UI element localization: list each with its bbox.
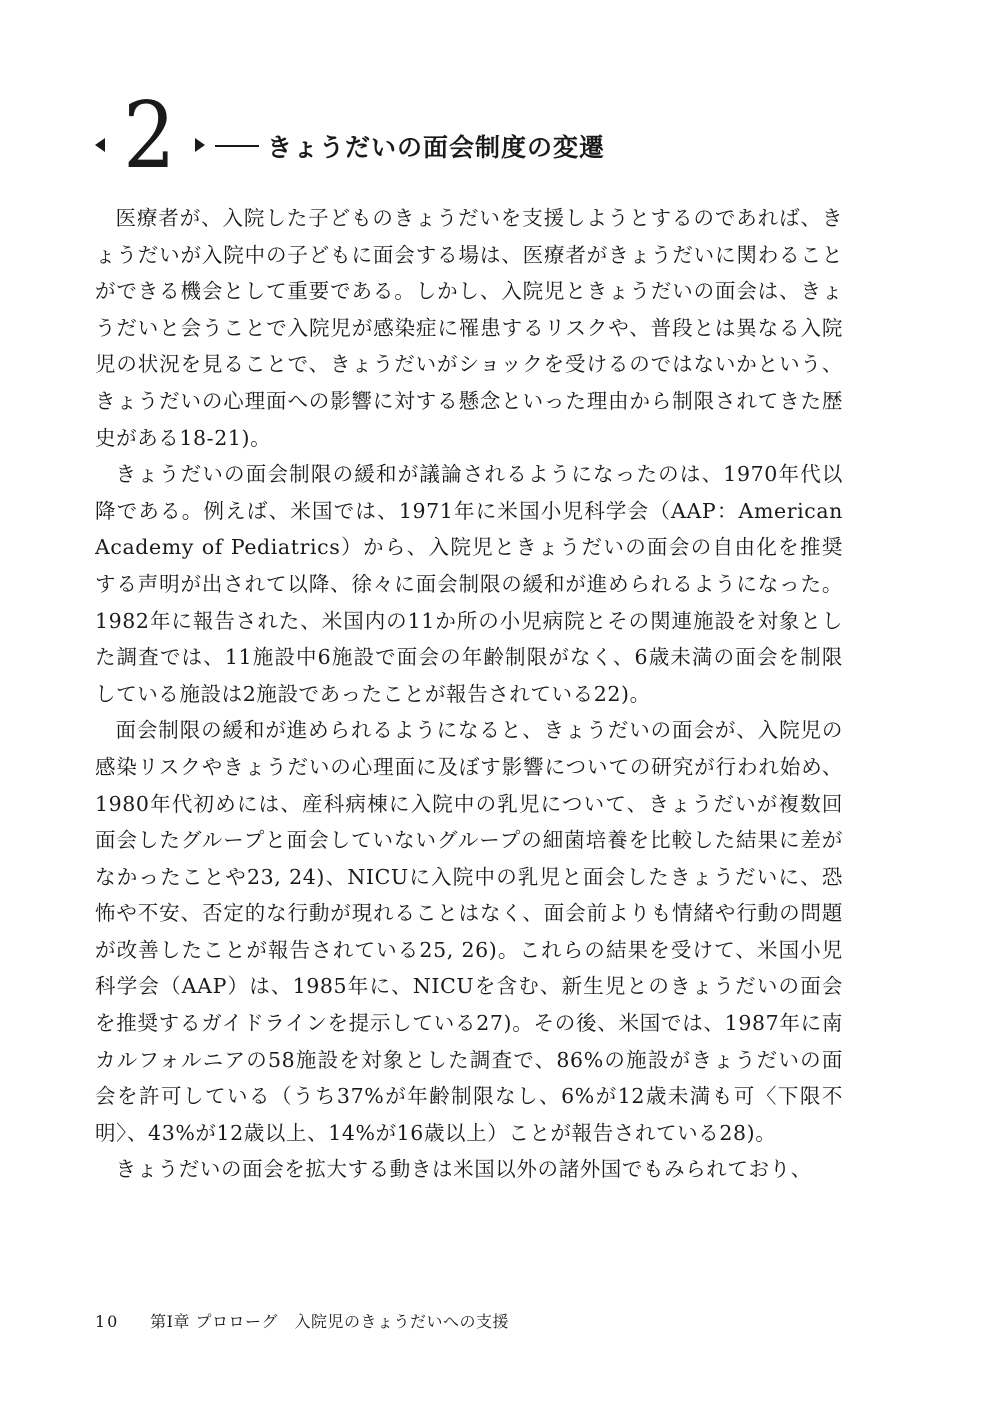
paragraph-3: 面会制限の緩和が進められるようになると、きょうだいの面会が、入院児の感染リスクやきょうだいの心理面に及ぼす影響についての研究が行われ始め、1980年代初めには、産科病棟に入院中の乳児について、きょうだいが複数回面会したグループと面会していないグループの細菌培養を比較した結果に差がなかったことや23, 24)、NICUに入院中の乳児と面会したきょうだいに、恐怖や不安、否定的な行動が現れることはなく、面会前よりも情緒や行動の問題が改善したことが報告されている25, 26)。これらの結果を受けて、米国小児科学会（AAP）は、1985年に、NICUを含む、新生児とのきょうだいの面会を推奨するガイドラインを提示している27)。その後、米国では、1987年に南カルフォルニアの58施設を対象とした調査で、86%の施設がきょうだいの面会を許可している（うち37%が年齢制限なし、6%が12歳未満も可〈下限不明〉、43%が12歳以上、14%が16歳以上）ことが報告されている28)。 [95,718,843,1145]
section-number: 2 [123,82,174,189]
paragraph-4: きょうだいの面会を拡大する動きは米国以外の諸外国でもみられており、 [115,1157,812,1182]
section-title: きょうだいの面会制度の変遷 [267,133,606,162]
heading-dash [215,145,259,147]
paragraph-2: きょうだいの面会制限の緩和が議論されるようになったのは、1970年代以降である。例えば、米国では、1971年に米国小児科学会（AAP：American Academy of Pediatrics）から、入院児ときょうだいの面会の自由化を推奨する声明が出されて以降、徐々に面会制限の緩和が進められるようになった。1982年に報告された、米国内の11か所の小児病院とその関連施設を対象とした調査では、11施設中6施設で面会の年齢制限がなく、6歳未満の面会を制限している施設は2施設であったことが報告されている22)。 [95,462,843,706]
paragraph-1: 医療者が、入院した子どものきょうだいを支援しようとするのであれば、きょうだいが入院中の子どもに面会する場は、医療者がきょうだいに関わることができる機会として重要である。しかし、入院児ときょうだいの面会は、きょうだいと会うことで入院児が感染症に罹患するリスクや、普段とは異なる入院児の状況を見ることで、きょうだいがショックを受けるのではないかという、きょうだいの心理面への影響に対する懸念といった理由から制限されてきた歴史がある18-21)。 [95,206,843,450]
section-heading [95,82,915,189]
page-footer [95,1309,509,1332]
triangle-left-icon [95,138,105,152]
body-text [95,200,843,1188]
running-header: 第Ⅰ章 プロローグ 入院児のきょうだいへの支援 [150,1312,510,1331]
page-number: 10 [95,1312,120,1331]
triangle-right-icon [195,138,205,152]
